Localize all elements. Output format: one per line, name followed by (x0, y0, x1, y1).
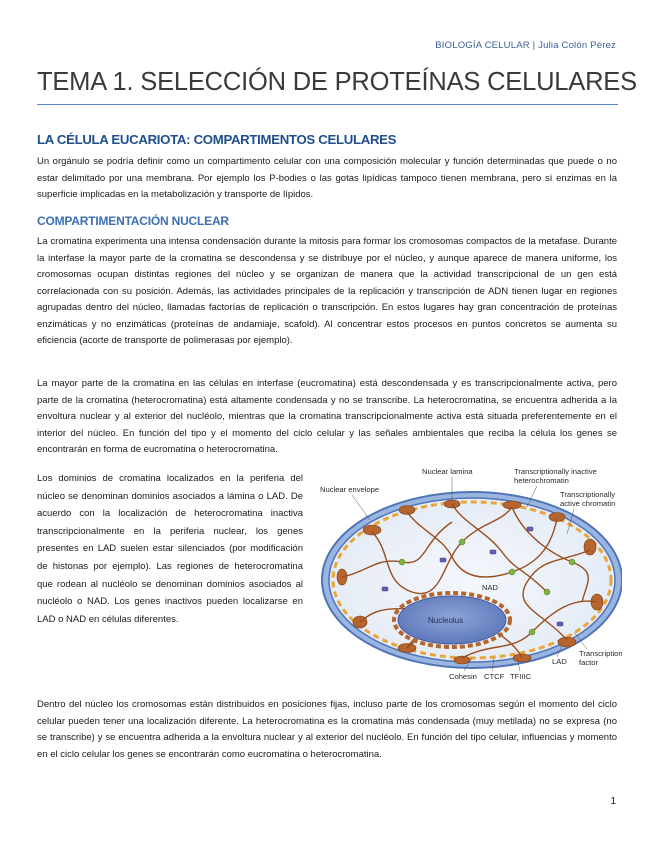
nuclear-envelope-leader (352, 495, 370, 520)
inactive-heterochromatin-label-1: Transcriptionally inactive (514, 467, 597, 476)
inactive-heterochromatin-label-2: heterochromatin (514, 476, 569, 485)
page-number: 1 (610, 796, 616, 807)
paragraph-lad-nad: Los dominios de cromatina localizados en la periferia del núcleo se denominan dominios asociados a lámina o LAD. De acuerdo con la localización de heterocromatina inactiva transcripcionalmente en la periferia nuclear, los genes presentes en LAD suelen estar silenciados (por modificación de histonas por ejemplo). Las regiones de heterocromatina que rodean al nucléolo se denominan dominios asociados al nucléolo o NAD. Los genes inactivos pueden localizarse en LAD o NAD en células diferentes. (37, 473, 303, 625)
page-title: TEMA 1. SELECCIÓN DE PROTEÍNAS CELULARES (37, 68, 637, 96)
active-chromatin-label-1: Transcriptionally (560, 490, 616, 499)
active-chromatin-label-2: active chromatin (560, 499, 616, 508)
paragraph-chromosome-positions: Dentro del núcleo los cromosomas están distribuidos en posiciones fijas, incluso parte de los cromosomas según el momento del ciclo celular pueden tener una localización diferente. La heterocromatina es la cromatina más condensada (muy metilada) no se expresa (no se transcribe) y se encuentra adherida a la envoltura nuclear y al exterior del nucléolo. En función del tipo celular, influencias y momento en el ciclo celular los genes se encontrarán como eucromatina o heterocromatina. (37, 699, 617, 760)
paragraph-euchromatin: La mayor parte de la cromatina en las células en interfase (eucromatina) está descondensada y es transcripcionalmente activa, pero parte de la cromatina (heterocromatina) está altamente condensada y no se transcribe. La heterocromatina, se encuentra adherida a la envoltura nuclear y al exterior del nucléolo, mientras que la cromatina transcripcionalmente activa está situada preferentemente en el interior del núcleo. En función del tipo y el momento del ciclo celular y las señales ambientales que reciba la célula los genes se encontrarán en forma de eucromatina o heterocromatina. (37, 378, 617, 455)
nad-label: NAD (482, 583, 499, 592)
tfiiic-label: TFIIIC (510, 672, 532, 681)
running-header: BIOLOGÍA CELULAR | Julia Colón Pérez (435, 40, 616, 51)
nucleolus-label: Nucleolus (428, 616, 464, 625)
nucleus-chromatin-figure (312, 462, 622, 684)
nuclear-envelope-label: Nuclear envelope (320, 485, 380, 494)
lad-label: LAD (552, 657, 567, 666)
transcription-factor-label-1: Transcription (579, 649, 622, 658)
ctcf-label: CTCF (484, 672, 505, 681)
cohesin-label: Cohesin (449, 672, 477, 681)
transcription-factor-label-2: factor (579, 658, 598, 667)
section-heading-nuclear-compartment: COMPARTIMENTACIÓN NUCLEAR (37, 214, 229, 228)
section-heading-eukaryotic-cell: LA CÉLULA EUCARIOTA: COMPARTIMENTOS CELULARES (37, 132, 397, 147)
title-rule (37, 104, 618, 105)
nucleus-diagram (312, 462, 622, 684)
paragraph-chromatin-condensation: La cromatina experimenta una intensa condensación durante la mitosis para formar los cromosomas compactos de la metafase. Durante la interfase la mayor parte de la cromatina se descondensa y se distribuye por el núcleo, y aunque aparece de manera uniforme, los cromosomas ocupan distintas regiones del núcleo y se organizan de manera que la actividad transcripcional de un gen está correlacionada con su posición. Además, las actividades principales de la replicación y transcripción de ADN tienen lugar en regiones agrupadas dentro del núcleo, llamadas factorías de replicación o transcripción. En estos lugares hay gran concentración de proteínas enzimáticas y no enzimáticas (proteínas de andamiaje, scafold). Al concentrar estos procesos en puntos concretos se aumenta su eficiencia (acorte de transporte de polimerasas por ejemplo). (37, 236, 617, 346)
paragraph-organelle: Un orgánulo se podría definir como un compartimento celular con una composición molecular y función determinadas que puede o no estar delimitado por una membrana. Por ejemplo los P-bodies o las gotas lipídicas tampoco tienen membrana, pero sí enzimas en la superficie implicadas en la metabolización y transporte de lípidos. (37, 156, 617, 200)
nuclear-lamina-label: Nuclear lamina (422, 467, 473, 476)
